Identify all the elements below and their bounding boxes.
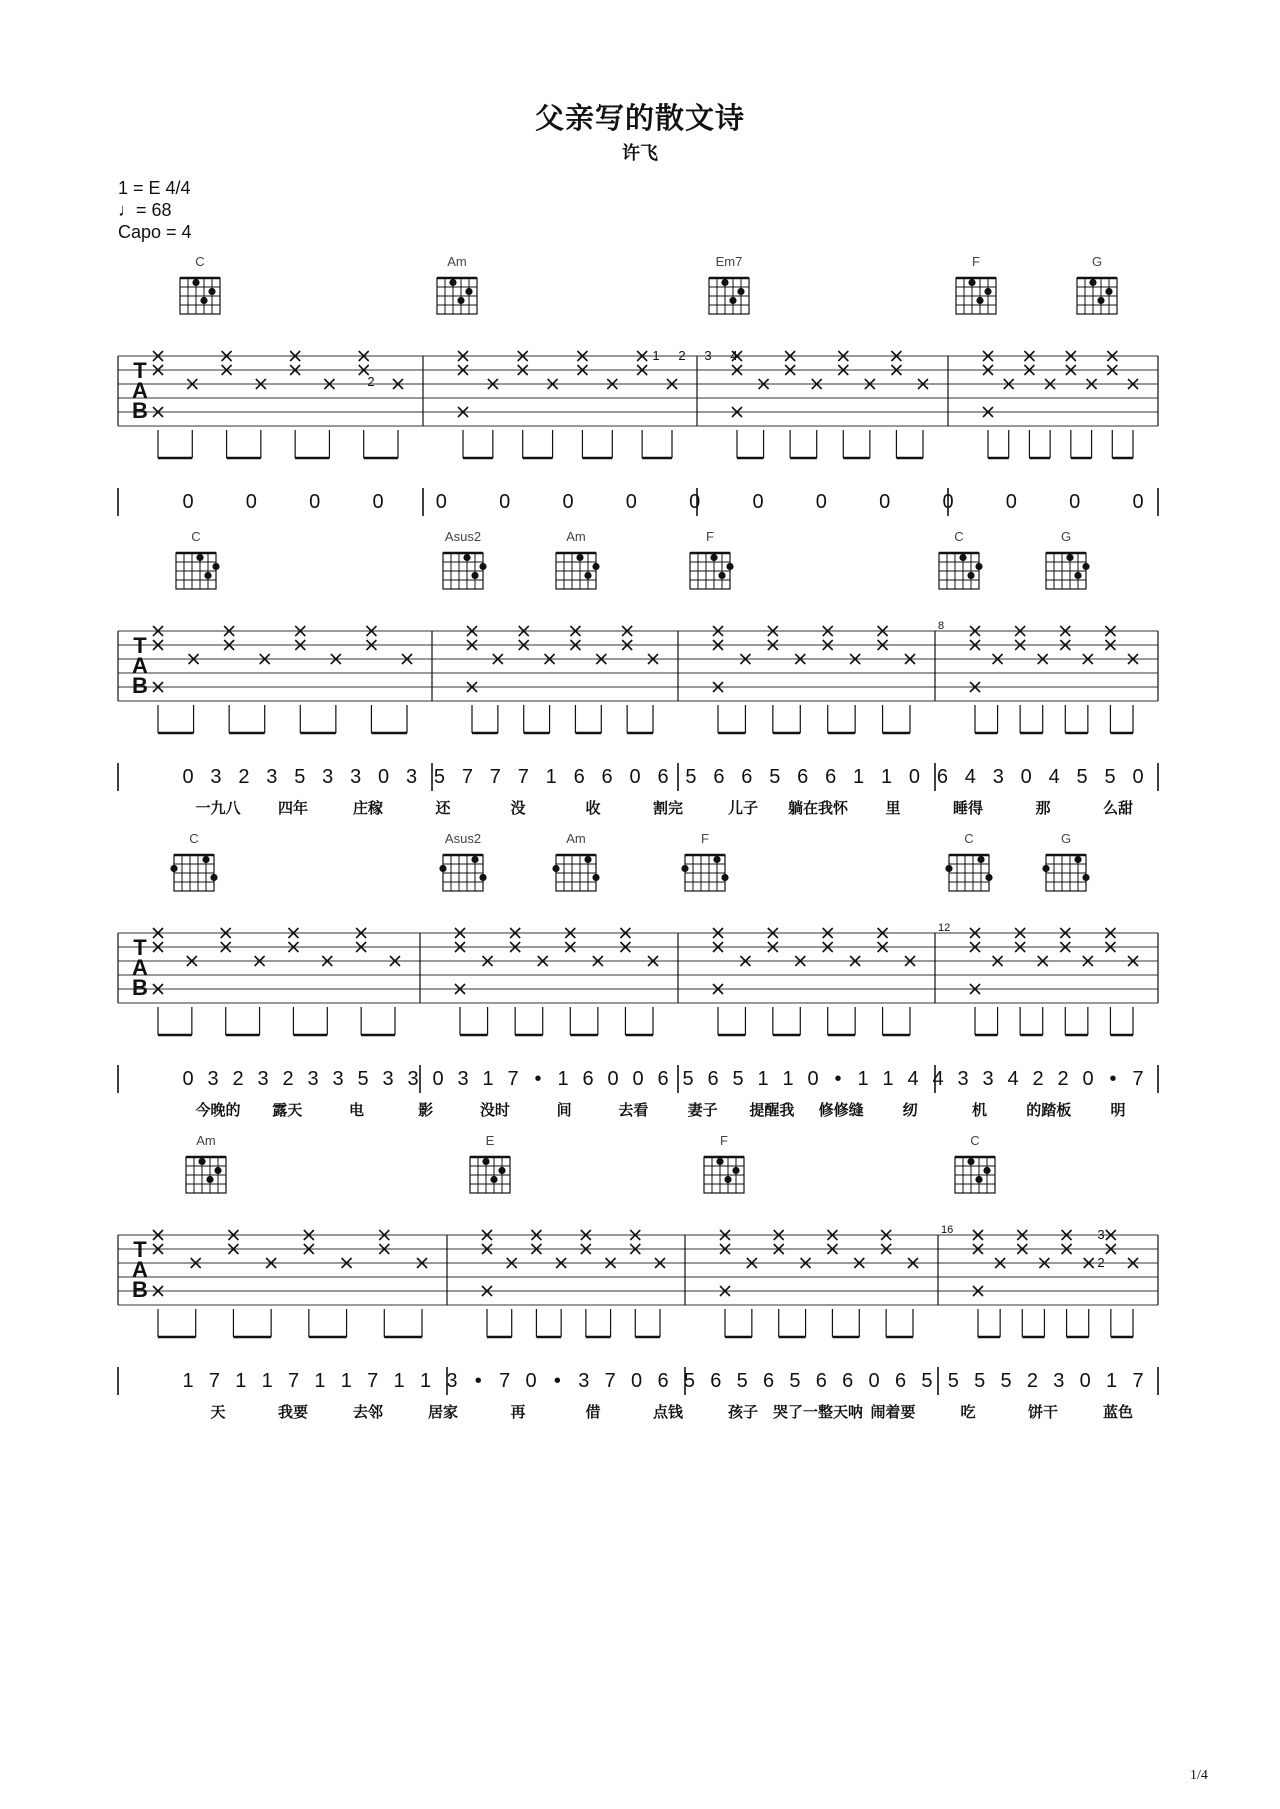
jianpu-note: 3 bbox=[1053, 1370, 1065, 1392]
jianpu-note: 3 bbox=[457, 1068, 469, 1090]
chord-finger-dot bbox=[196, 554, 203, 561]
chord-finger-dot bbox=[552, 865, 559, 872]
chord-finger-dot bbox=[1066, 554, 1073, 561]
jianpu-note: 0 bbox=[632, 1068, 644, 1090]
chord-finger-dot bbox=[984, 288, 991, 295]
measure-number: 12 bbox=[938, 922, 951, 934]
jianpu-note: 5 bbox=[921, 1370, 933, 1392]
jianpu-note: 3 bbox=[266, 766, 278, 788]
lyric-word: 点钱 bbox=[652, 1403, 684, 1421]
jianpu-note: 0 bbox=[942, 491, 954, 513]
jianpu-note: 0 bbox=[908, 766, 921, 788]
jianpu-note: 6 bbox=[657, 1068, 669, 1090]
jianpu-note: 1 bbox=[340, 1370, 352, 1392]
jianpu-note: 3 bbox=[992, 766, 1004, 788]
jianpu-note: 0 bbox=[432, 1068, 444, 1090]
lyric-word: 修修缝 bbox=[818, 1101, 864, 1119]
lyric-word: 我要 bbox=[277, 1403, 309, 1421]
chord-finger-dot bbox=[721, 279, 728, 286]
chord-diagram-c: C bbox=[964, 831, 974, 846]
tab-clef-letter: B bbox=[132, 398, 148, 423]
jianpu-note: 1 bbox=[782, 1068, 794, 1090]
jianpu-note: 5 bbox=[357, 1068, 369, 1090]
chord-finger-dot bbox=[945, 865, 952, 872]
jianpu-note: 5 bbox=[433, 766, 446, 788]
jianpu-note: 5 bbox=[732, 1068, 744, 1090]
jianpu-note: 4 bbox=[1048, 766, 1060, 788]
jianpu-note: 3 bbox=[210, 766, 222, 788]
chord-finger-dot bbox=[732, 1167, 739, 1174]
chord-diagram-am: Am bbox=[566, 529, 586, 544]
jianpu-note: 3 bbox=[322, 766, 334, 788]
lyric-word: 哭了一整天呐 bbox=[772, 1403, 864, 1421]
lyric-word: 机 bbox=[972, 1101, 988, 1119]
jianpu-note: 6 bbox=[713, 766, 725, 788]
jianpu-note: 0 bbox=[607, 1068, 619, 1090]
chord-finger-dot bbox=[977, 856, 984, 863]
chord-diagram-c: C bbox=[954, 529, 964, 544]
jianpu-note: 3 bbox=[982, 1068, 994, 1090]
jianpu-note: 0 bbox=[525, 1370, 537, 1392]
chord-finger-dot bbox=[192, 279, 199, 286]
jianpu-note: 1 bbox=[857, 1068, 869, 1090]
jianpu-note: 5 bbox=[1076, 766, 1088, 788]
chord-diagram-f: F bbox=[701, 831, 709, 846]
chord-finger-dot bbox=[1082, 874, 1089, 881]
lyric-word: 居家 bbox=[427, 1403, 459, 1421]
jianpu-note: 0 bbox=[689, 491, 701, 513]
chord-finger-dot bbox=[1105, 288, 1112, 295]
jianpu-note: • bbox=[553, 1370, 561, 1392]
chord-finger-dot bbox=[584, 572, 591, 579]
jianpu-note: 5 bbox=[1104, 766, 1116, 788]
jianpu-note: 0 bbox=[562, 491, 574, 513]
lyric-word: 电 bbox=[348, 1101, 364, 1119]
jianpu-note: 1 bbox=[419, 1370, 432, 1392]
lyric-word: 妻子 bbox=[687, 1101, 718, 1119]
jianpu-note: 7 bbox=[1132, 1370, 1144, 1392]
jianpu-note: 5 bbox=[683, 1370, 695, 1392]
jianpu-note: 0 bbox=[631, 1370, 643, 1392]
chord-finger-dot bbox=[1074, 856, 1081, 863]
chord-finger-dot bbox=[721, 874, 728, 881]
chord-diagram-asus2: Asus2 bbox=[444, 529, 482, 544]
chord-finger-dot bbox=[198, 1158, 205, 1165]
jianpu-note: 1 bbox=[314, 1370, 326, 1392]
jianpu-note: 7 bbox=[489, 766, 501, 788]
chord-finger-dot bbox=[1082, 563, 1089, 570]
jianpu-note: 6 bbox=[657, 766, 669, 788]
chord-finger-dot bbox=[214, 1167, 221, 1174]
jianpu-note: 1 bbox=[853, 766, 865, 788]
chord-finger-dot bbox=[592, 563, 599, 570]
jianpu-note: 1 bbox=[182, 1370, 194, 1392]
jianpu-note: 3 bbox=[957, 1068, 969, 1090]
jianpu-note: 0 bbox=[752, 491, 764, 513]
jianpu-note: 7 bbox=[507, 1068, 519, 1090]
jianpu-note: 1 bbox=[235, 1370, 247, 1392]
jianpu-note: 4 bbox=[1007, 1068, 1019, 1090]
jianpu-note: 3 bbox=[405, 766, 418, 788]
chord-finger-dot bbox=[1042, 865, 1049, 872]
chord-finger-dot bbox=[498, 1167, 505, 1174]
chord-finger-dot bbox=[471, 856, 478, 863]
jianpu-note: 0 bbox=[868, 1370, 880, 1392]
chord-diagram-asus2: Asus2 bbox=[444, 831, 482, 846]
jianpu-note: 0 bbox=[378, 766, 390, 788]
jianpu-note: 6 bbox=[707, 1068, 719, 1090]
measure-number: 16 bbox=[941, 1224, 954, 1236]
chord-finger-dot bbox=[968, 279, 975, 286]
chord-diagram-am: Am bbox=[196, 1133, 216, 1148]
jianpu-note: 4 bbox=[907, 1068, 919, 1090]
jianpu-note: 0 bbox=[499, 491, 511, 513]
chord-finger-dot bbox=[967, 1158, 974, 1165]
lyric-word: 睡得 bbox=[952, 799, 984, 817]
chord-finger-dot bbox=[1074, 572, 1081, 579]
tab-fret-number: 2 bbox=[678, 348, 686, 363]
chord-finger-dot bbox=[1097, 297, 1104, 304]
tab-clef-letter: A bbox=[132, 378, 148, 403]
chord-finger-dot bbox=[204, 572, 211, 579]
jianpu-note: 0 bbox=[1132, 491, 1144, 513]
chord-finger-dot bbox=[737, 288, 744, 295]
key-signature: 1 = E 4/4 bbox=[118, 178, 191, 198]
jianpu-note: 7 bbox=[287, 1370, 300, 1392]
jianpu-note: 0 bbox=[807, 1068, 819, 1090]
lyric-word: 蓝色 bbox=[1102, 1403, 1134, 1421]
lyric-word: 去看 bbox=[618, 1101, 649, 1119]
lyric-word: 割完 bbox=[652, 799, 684, 817]
chord-finger-dot bbox=[584, 856, 591, 863]
jianpu-note: 4 bbox=[964, 766, 976, 788]
chord-finger-dot bbox=[975, 563, 982, 570]
jianpu-note: 5 bbox=[789, 1370, 801, 1392]
jianpu-note: 3 bbox=[307, 1068, 319, 1090]
jianpu-note: 0 bbox=[1082, 1068, 1094, 1090]
jianpu-note: 0 bbox=[1020, 766, 1032, 788]
lyric-word: 儿子 bbox=[727, 799, 759, 817]
chord-finger-dot bbox=[959, 554, 966, 561]
jianpu-note: 7 bbox=[461, 766, 473, 788]
tab-fret-number: 2 bbox=[367, 374, 375, 389]
jianpu-note: 6 bbox=[894, 1370, 907, 1392]
jianpu-note: 3 bbox=[446, 1370, 458, 1392]
jianpu-note: 0 bbox=[815, 491, 827, 513]
chord-finger-dot bbox=[490, 1176, 497, 1183]
jianpu-note: 0 bbox=[182, 491, 194, 513]
lyric-word: 影 bbox=[418, 1101, 434, 1119]
jianpu-note: 7 bbox=[208, 1370, 220, 1392]
chord-diagram-g: G bbox=[1060, 529, 1072, 544]
chord-finger-dot bbox=[479, 563, 486, 570]
chord-finger-dot bbox=[457, 297, 464, 304]
jianpu-note: 2 bbox=[282, 1068, 294, 1090]
tempo-marking: ♩= 68 bbox=[118, 200, 172, 220]
jianpu-note: 7 bbox=[367, 1370, 379, 1392]
lyric-word: 明 bbox=[1110, 1101, 1126, 1119]
capo-marking: Capo = 4 bbox=[118, 222, 192, 242]
chord-finger-dot bbox=[471, 572, 478, 579]
chord-finger-dot bbox=[449, 279, 456, 286]
jianpu-note: 5 bbox=[294, 766, 306, 788]
chord-finger-dot bbox=[975, 1176, 982, 1183]
lyric-word: 饼干 bbox=[1027, 1403, 1059, 1421]
jianpu-note: 1 bbox=[482, 1068, 494, 1090]
chord-finger-dot bbox=[718, 572, 725, 579]
tab-fret-number: 2 bbox=[1097, 1255, 1105, 1270]
chord-finger-dot bbox=[724, 1176, 731, 1183]
lyric-word: 间 bbox=[556, 1101, 572, 1119]
chord-finger-dot bbox=[710, 554, 717, 561]
chord-finger-dot bbox=[206, 1176, 213, 1183]
measure-number: 8 bbox=[938, 620, 945, 632]
lyric-word: 露天 bbox=[272, 1101, 303, 1119]
jianpu-note: 1 bbox=[545, 766, 557, 788]
lyric-word: 的踏板 bbox=[1026, 1101, 1072, 1119]
jianpu-note: 0 bbox=[435, 491, 447, 513]
jianpu-note: • bbox=[1109, 1068, 1117, 1090]
jianpu-note: 6 bbox=[762, 1370, 775, 1392]
chord-finger-dot bbox=[592, 874, 599, 881]
chord-finger-dot bbox=[716, 1158, 723, 1165]
chord-finger-dot bbox=[170, 865, 177, 872]
chord-finger-dot bbox=[439, 865, 446, 872]
jianpu-note: 5 bbox=[947, 1370, 959, 1392]
jianpu-note: 0 bbox=[309, 491, 321, 513]
tab-clef-letter: T bbox=[133, 935, 147, 960]
jianpu-note: 2 bbox=[238, 766, 250, 788]
chord-finger-dot bbox=[985, 874, 992, 881]
jianpu-note: 5 bbox=[769, 766, 781, 788]
chord-diagram-f: F bbox=[720, 1133, 728, 1148]
tab-clef-letter: A bbox=[132, 653, 148, 678]
jianpu-note: 3 bbox=[407, 1068, 419, 1090]
lyric-word: 再 bbox=[510, 1403, 526, 1421]
jianpu-note: 7 bbox=[499, 1370, 511, 1392]
tab-fret-number: 3 bbox=[1097, 1227, 1105, 1242]
chord-finger-dot bbox=[465, 288, 472, 295]
jianpu-note: 0 bbox=[372, 491, 384, 513]
chord-diagram-c: C bbox=[970, 1133, 980, 1148]
jianpu-note: 5 bbox=[974, 1370, 986, 1392]
lyric-word: 孩子 bbox=[727, 1403, 759, 1421]
jianpu-note: 0 bbox=[625, 491, 637, 513]
chord-finger-dot bbox=[729, 297, 736, 304]
lyric-word: 还 bbox=[435, 799, 451, 817]
chord-finger-dot bbox=[726, 563, 733, 570]
tab-clef-letter: T bbox=[133, 358, 147, 383]
lyric-word: 么甜 bbox=[1102, 799, 1134, 817]
jianpu-note: 2 bbox=[1057, 1068, 1069, 1090]
jianpu-note: 6 bbox=[815, 1370, 827, 1392]
jianpu-note: 6 bbox=[825, 766, 837, 788]
jianpu-note: 6 bbox=[573, 766, 585, 788]
chord-finger-dot bbox=[210, 874, 217, 881]
jianpu-note: 1 bbox=[393, 1370, 405, 1392]
jianpu-note: 7 bbox=[604, 1370, 616, 1392]
chord-finger-dot bbox=[482, 1158, 489, 1165]
chord-diagram-am: Am bbox=[566, 831, 586, 846]
lyric-word: 吃 bbox=[960, 1403, 976, 1421]
lyric-word: 四年 bbox=[277, 799, 309, 817]
chord-diagram-f: F bbox=[706, 529, 714, 544]
lyric-word: 里 bbox=[885, 799, 901, 817]
jianpu-note: 6 bbox=[657, 1370, 669, 1392]
chord-diagram-g: G bbox=[1091, 254, 1103, 269]
chord-finger-dot bbox=[212, 563, 219, 570]
jianpu-note: • bbox=[474, 1370, 482, 1392]
chord-diagram-c: C bbox=[195, 254, 205, 269]
jianpu-note: 5 bbox=[736, 1370, 748, 1392]
tab-clef-letter: T bbox=[133, 633, 147, 658]
tab-clef-letter: T bbox=[133, 1237, 147, 1262]
chord-finger-dot bbox=[983, 1167, 990, 1174]
jianpu-note: 5 bbox=[1000, 1370, 1012, 1392]
lyric-word: 那 bbox=[1035, 799, 1051, 817]
jianpu-note: 3 bbox=[578, 1370, 590, 1392]
jianpu-note: 3 bbox=[382, 1068, 394, 1090]
lyric-word: 借 bbox=[585, 1403, 601, 1421]
jianpu-note: 1 bbox=[757, 1068, 769, 1090]
jianpu-note: 1 bbox=[1106, 1370, 1118, 1392]
chord-finger-dot bbox=[713, 856, 720, 863]
jianpu-note: 6 bbox=[741, 766, 753, 788]
chord-diagram-em7: Em7 bbox=[715, 254, 743, 269]
jianpu-note: 0 bbox=[879, 491, 891, 513]
lyric-word: 一九八 bbox=[195, 799, 241, 817]
jianpu-note: 1 bbox=[882, 1068, 894, 1090]
jianpu-note: 0 bbox=[1079, 1370, 1091, 1392]
chord-diagram-am: Am bbox=[447, 254, 467, 269]
jianpu-note: 0 bbox=[1132, 766, 1144, 788]
lyric-word: 没时 bbox=[479, 1101, 510, 1119]
chord-diagram-c: C bbox=[189, 831, 199, 846]
lyric-word: 提醒我 bbox=[749, 1101, 795, 1119]
tab-fret-number: 1 bbox=[652, 348, 660, 363]
jianpu-note: 2 bbox=[232, 1068, 244, 1090]
lyric-word: 今晚的 bbox=[195, 1101, 241, 1119]
lyric-word: 去邻 bbox=[352, 1403, 384, 1421]
jianpu-note: 6 bbox=[710, 1370, 722, 1392]
song-artist: 许飞 bbox=[622, 143, 658, 164]
jianpu-note: 0 bbox=[182, 1068, 194, 1090]
chord-diagram-e: E bbox=[485, 1133, 495, 1148]
jianpu-note: 5 bbox=[682, 1068, 694, 1090]
lyric-word: 躺在我怀 bbox=[787, 799, 849, 817]
chord-diagram-f: F bbox=[972, 254, 980, 269]
tab-fret-number: 3 bbox=[704, 348, 712, 363]
tab-clef-letter: B bbox=[132, 1277, 148, 1302]
tab-clef-letter: A bbox=[132, 1257, 148, 1282]
tab-fret-number: 4 bbox=[730, 348, 738, 363]
chord-finger-dot bbox=[202, 856, 209, 863]
chord-finger-dot bbox=[200, 297, 207, 304]
lyric-word: 闹着要 bbox=[870, 1403, 916, 1421]
jianpu-note: 0 bbox=[629, 766, 641, 788]
lyric-word: 纫 bbox=[902, 1101, 918, 1119]
jianpu-note: 0 bbox=[1005, 491, 1017, 513]
jianpu-note: 3 bbox=[257, 1068, 269, 1090]
chord-finger-dot bbox=[967, 572, 974, 579]
chord-finger-dot bbox=[976, 297, 983, 304]
chord-finger-dot bbox=[208, 288, 215, 295]
jianpu-note: 7 bbox=[517, 766, 529, 788]
jianpu-note: 6 bbox=[936, 766, 948, 788]
jianpu-note: 0 bbox=[1069, 491, 1081, 513]
chord-diagram-g: G bbox=[1060, 831, 1072, 846]
jianpu-note: 3 bbox=[350, 766, 362, 788]
lyric-word: 庄稼 bbox=[352, 799, 384, 817]
jianpu-note: 1 bbox=[261, 1370, 273, 1392]
tab-clef-letter: A bbox=[132, 955, 148, 980]
song-title: 父亲写的散文诗 bbox=[534, 101, 745, 135]
tab-clef-letter: B bbox=[132, 673, 148, 698]
jianpu-note: • bbox=[834, 1068, 842, 1090]
lyric-word: 收 bbox=[585, 799, 601, 817]
lyric-word: 天 bbox=[210, 1403, 226, 1421]
jianpu-note: 2 bbox=[1026, 1370, 1039, 1392]
jianpu-note: 6 bbox=[582, 1068, 594, 1090]
jianpu-note: 6 bbox=[797, 766, 809, 788]
tab-clef-letter: B bbox=[132, 975, 148, 1000]
jianpu-note: 5 bbox=[685, 766, 697, 788]
jianpu-note: 0 bbox=[245, 491, 257, 513]
chord-finger-dot bbox=[463, 554, 470, 561]
jianpu-note: 6 bbox=[842, 1370, 854, 1392]
lyric-word: 没 bbox=[510, 799, 526, 817]
chord-finger-dot bbox=[1089, 279, 1096, 286]
jianpu-note: 3 bbox=[332, 1068, 344, 1090]
jianpu-note: 0 bbox=[182, 766, 194, 788]
jianpu-note: 2 bbox=[1032, 1068, 1044, 1090]
jianpu-note: 4 bbox=[932, 1068, 944, 1090]
chord-finger-dot bbox=[479, 874, 486, 881]
jianpu-note: 1 bbox=[880, 766, 893, 788]
chord-finger-dot bbox=[681, 865, 688, 872]
chord-diagram-c: C bbox=[191, 529, 201, 544]
jianpu-note: 3 bbox=[207, 1068, 219, 1090]
jianpu-note: 7 bbox=[1132, 1068, 1144, 1090]
jianpu-note: • bbox=[534, 1068, 542, 1090]
jianpu-note: 1 bbox=[557, 1068, 569, 1090]
chord-finger-dot bbox=[576, 554, 583, 561]
jianpu-note: 6 bbox=[601, 766, 613, 788]
page-number: 1/4 bbox=[1190, 1768, 1208, 1783]
